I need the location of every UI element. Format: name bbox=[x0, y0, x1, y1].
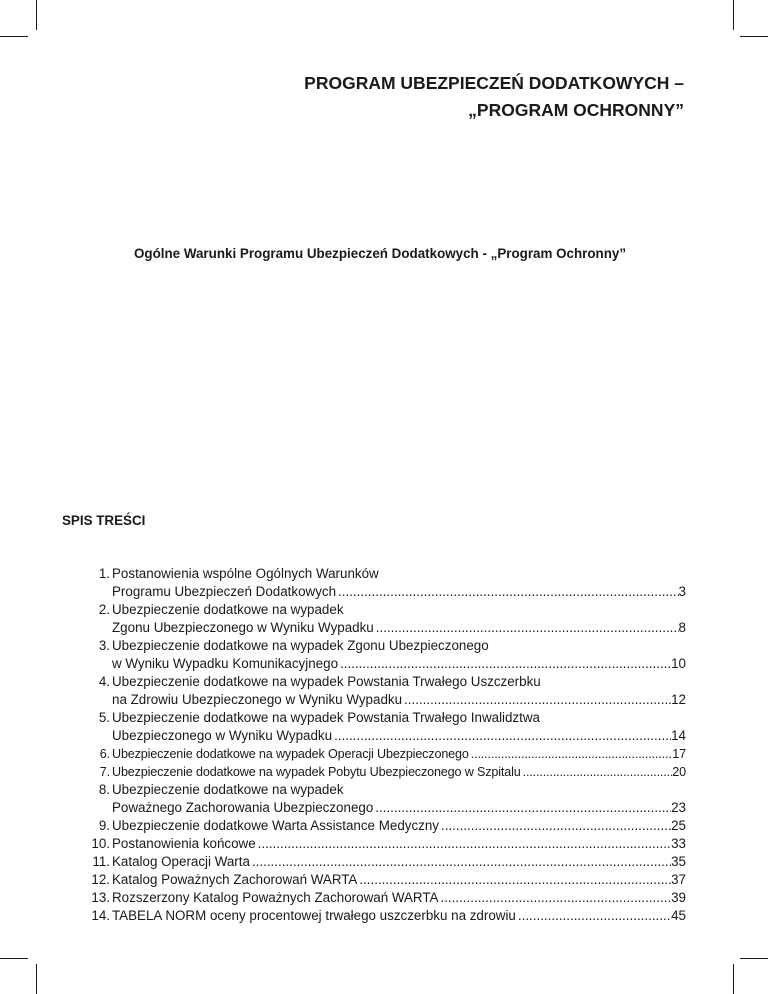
toc-entry-title: TABELA NORM oceny procentowej trwałego uszczerbku na zdrowiu bbox=[112, 908, 516, 923]
toc-dot-leader bbox=[439, 817, 671, 835]
toc-entry-title: Ubezpieczenie dodatkowe na wypadek Operacji Ubezpieczonego bbox=[112, 747, 469, 761]
toc-entry-title: Programu Ubezpieczeń Dodatkowych bbox=[112, 584, 337, 599]
toc-entry-last-line bbox=[112, 853, 686, 871]
toc-entry-last-line bbox=[112, 871, 686, 889]
document-title-line-2: „PROGRAM OCHRONNY” bbox=[468, 100, 684, 120]
toc-dot-leader bbox=[374, 619, 679, 637]
toc-page-number: 35 bbox=[671, 854, 686, 869]
toc-entry-title: Katalog Poważnych Zachorowań WARTA bbox=[112, 872, 358, 887]
toc-entry-number: 1. bbox=[98, 566, 110, 581]
toc-entry-last-line bbox=[112, 727, 686, 745]
crop-mark-bottom-right-h bbox=[740, 958, 768, 959]
toc-entry-last-line bbox=[112, 691, 686, 709]
toc-entry-number: 3. bbox=[98, 638, 110, 653]
toc-entry-title: Ubezpieczenie dodatkowe na wypadek Pobytu Ubezpieczonego w Szpitalu bbox=[112, 765, 521, 779]
toc-entry-title: Katalog Operacji Warta bbox=[112, 854, 250, 869]
toc-page-number: 12 bbox=[671, 692, 686, 707]
toc-entry-body bbox=[110, 871, 686, 889]
toc-dot-leader bbox=[338, 655, 671, 673]
toc-dot-leader bbox=[438, 889, 671, 907]
toc-page-number: 37 bbox=[671, 872, 686, 887]
toc-entry-number: 11. bbox=[92, 854, 110, 869]
crop-mark-top-right bbox=[733, 0, 734, 30]
toc-entry-last-line bbox=[112, 835, 686, 853]
toc-entry-title: Ubezpieczenie dodatkowe Warta Assistance Medyczny bbox=[112, 818, 439, 833]
toc-entry-number: 8. bbox=[98, 782, 110, 797]
crop-mark-top-left bbox=[36, 0, 37, 30]
toc-entry-number: 9. bbox=[98, 818, 110, 833]
toc-entry-text-line: Ubezpieczenie dodatkowe na wypadek Zgonu Ubezpieczonego bbox=[112, 638, 489, 653]
toc-entry-last-line bbox=[112, 907, 686, 925]
table-of-contents bbox=[86, 565, 686, 925]
toc-entry-body bbox=[110, 601, 686, 637]
toc-entry[interactable] bbox=[86, 817, 686, 835]
toc-entry[interactable] bbox=[86, 637, 686, 673]
toc-dot-leader bbox=[336, 583, 679, 601]
document-title bbox=[84, 70, 684, 124]
toc-entry[interactable] bbox=[86, 889, 686, 907]
toc-entry-last-line bbox=[112, 817, 686, 835]
toc-dot-leader bbox=[516, 907, 671, 925]
toc-entry-number: 7. bbox=[99, 765, 110, 779]
toc-entry-number: 12. bbox=[91, 872, 110, 887]
crop-mark-top-right-h bbox=[740, 36, 768, 37]
toc-entry[interactable] bbox=[86, 853, 686, 871]
toc-entry-number: 4. bbox=[98, 674, 110, 689]
toc-entry-last-line bbox=[112, 799, 686, 817]
toc-entry-text-line: Ubezpieczenie dodatkowe na wypadek Powstania Trwałego Uszczerbku bbox=[112, 674, 541, 689]
toc-entry-title: Rozszerzony Katalog Poważnych Zachorowań WARTA bbox=[112, 890, 439, 905]
toc-entry-title: w Wyniku Wypadku Komunikacyjnego bbox=[112, 656, 339, 671]
toc-dot-leader bbox=[332, 727, 671, 745]
toc-entry-last-line bbox=[112, 763, 686, 781]
crop-mark-bottom-right bbox=[733, 964, 734, 994]
crop-mark-bottom-left-h bbox=[0, 958, 28, 959]
toc-entry[interactable] bbox=[86, 763, 686, 781]
toc-entry-title: na Zdrowiu Ubezpieczonego w Wyniku Wypadku bbox=[112, 692, 403, 707]
toc-page-number: 3 bbox=[678, 584, 686, 599]
toc-entry[interactable] bbox=[86, 601, 686, 637]
toc-entry-last-line bbox=[112, 583, 686, 601]
toc-entry-last-line bbox=[112, 745, 686, 763]
toc-entry-number: 14. bbox=[91, 908, 110, 923]
toc-page-number: 20 bbox=[672, 765, 686, 779]
toc-dot-leader bbox=[256, 835, 671, 853]
toc-entry-body bbox=[110, 817, 686, 835]
toc-entry-number: 5. bbox=[98, 710, 110, 725]
toc-entry-body bbox=[110, 889, 686, 907]
crop-mark-top-left-h bbox=[0, 36, 28, 37]
toc-dot-leader bbox=[521, 763, 673, 781]
toc-dot-leader bbox=[250, 853, 671, 871]
toc-entry[interactable] bbox=[86, 781, 686, 817]
toc-entry-body bbox=[110, 835, 686, 853]
toc-entry-last-line bbox=[112, 619, 686, 637]
toc-entry-number: 2. bbox=[98, 602, 110, 617]
toc-entry-body bbox=[110, 907, 686, 925]
toc-page-number: 33 bbox=[671, 836, 686, 851]
toc-entry-number: 13. bbox=[91, 890, 110, 905]
toc-dot-leader bbox=[402, 691, 671, 709]
toc-entry-text-line: Ubezpieczenie dodatkowe na wypadek Powstania Trwałego Inwalidztwa bbox=[112, 710, 541, 725]
toc-entry-number: 6. bbox=[99, 747, 110, 761]
toc-entry[interactable] bbox=[86, 871, 686, 889]
toc-entry-body bbox=[110, 565, 686, 601]
toc-entry-text-line: Ubezpieczenie dodatkowe na wypadek bbox=[112, 602, 344, 617]
toc-entry-body bbox=[110, 709, 686, 745]
toc-page-number: 8 bbox=[678, 620, 686, 635]
crop-mark-bottom-left bbox=[36, 964, 37, 994]
toc-entry-body bbox=[110, 637, 686, 673]
toc-heading: SPIS TREŚCI bbox=[62, 513, 146, 528]
toc-dot-leader bbox=[357, 871, 671, 889]
toc-entry[interactable] bbox=[86, 709, 686, 745]
toc-page-number: 17 bbox=[672, 747, 686, 761]
document-subtitle: Ogólne Warunki Programu Ubezpieczeń Dodatkowych - „Program Ochronny” bbox=[134, 246, 627, 261]
toc-entry-number: 10. bbox=[91, 836, 110, 851]
toc-entry-text-line: Postanowienia wspólne Ogólnych Warunków bbox=[112, 566, 379, 581]
toc-entry-title: Postanowienia końcowe bbox=[112, 836, 256, 851]
toc-entry-body bbox=[110, 763, 686, 781]
toc-entry[interactable] bbox=[86, 835, 686, 853]
toc-dot-leader bbox=[469, 745, 673, 763]
toc-page-number: 23 bbox=[671, 800, 686, 815]
toc-entry-body bbox=[110, 673, 686, 709]
toc-entry-title: Ubezpieczonego w Wyniku Wypadku bbox=[112, 728, 333, 743]
toc-page-number: 25 bbox=[671, 818, 686, 833]
toc-entry-body bbox=[110, 853, 686, 871]
toc-dot-leader bbox=[373, 799, 671, 817]
toc-entry-body bbox=[110, 745, 686, 763]
toc-entry[interactable] bbox=[86, 745, 686, 763]
toc-entry-text-line: Ubezpieczenie dodatkowe na wypadek bbox=[112, 782, 344, 797]
toc-page-number: 10 bbox=[671, 656, 686, 671]
toc-entry-last-line bbox=[112, 889, 686, 907]
toc-page-number: 45 bbox=[671, 908, 686, 923]
toc-entry[interactable] bbox=[86, 673, 686, 709]
toc-entry[interactable] bbox=[86, 907, 686, 925]
toc-entry-title: Poważnego Zachorowania Ubezpieczonego bbox=[112, 800, 374, 815]
document-title-line-1: PROGRAM UBEZPIECZEŃ DODATKOWYCH – bbox=[304, 73, 684, 93]
toc-entry-title: Zgonu Ubezpieczonego w Wyniku Wypadku bbox=[112, 620, 374, 635]
toc-page-number: 39 bbox=[671, 890, 686, 905]
toc-entry-last-line bbox=[112, 655, 686, 673]
toc-entry[interactable] bbox=[86, 565, 686, 601]
toc-entry-body bbox=[110, 781, 686, 817]
toc-page-number: 14 bbox=[671, 728, 686, 743]
